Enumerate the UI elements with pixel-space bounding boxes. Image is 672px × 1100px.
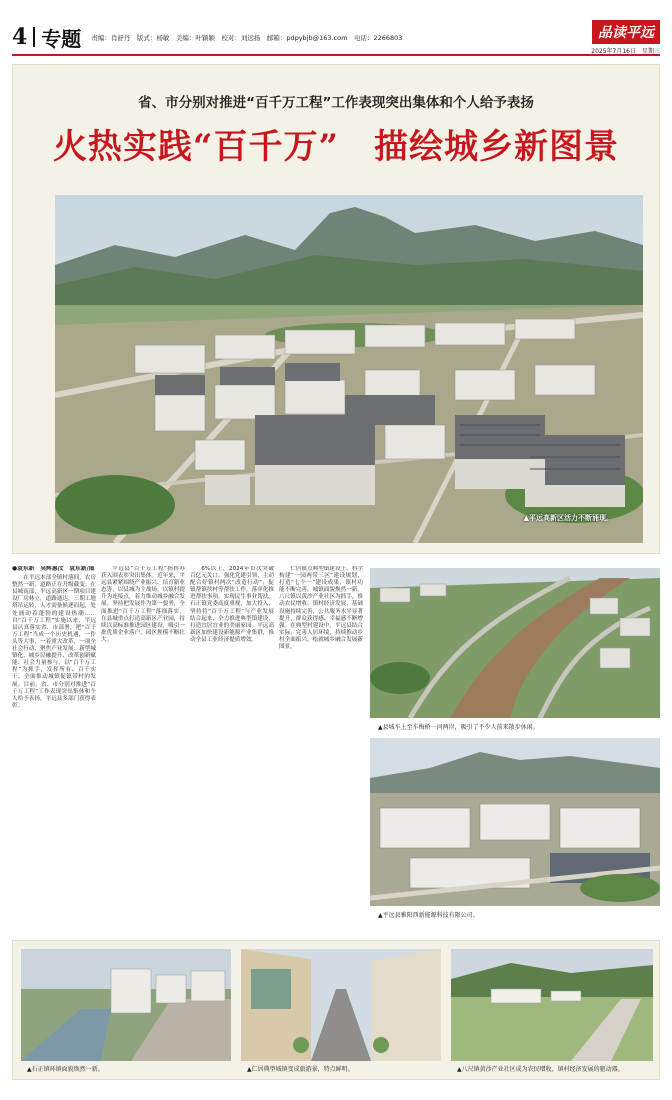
paragraph: 仁居镇点典型镇建设上，科学构建“一园两带三区”建设规划，打造“七个一”建设成果，镇村功能不断完善，城镇面貌焕然一新。八尺镇以黄沙产业社区为抓手，推动农民增收、镇村经济发展，基础设施持续完善，公共服务水平显著提升，群众获得感、幸福感不断增强。在典型村建设中，平远县结合实际，完善人居环境，持续推动乡村全面振兴，绘就城乡融合发展新图景。: [279, 566, 363, 651]
industrial-park-illustration: [55, 195, 643, 543]
main-photo-caption: ▲平远高新区活力不断涌现。: [523, 514, 613, 522]
river-photo-caption: ▲县城车上至车梅桥一河两岸，吸引了不少人前来散步休闲。: [378, 724, 539, 731]
bottom-caption-3: ▲八尺镇黄沙产业社区成为农民增收、镇村经济发展的驱动器。: [457, 1066, 624, 1073]
text-column-4: [279, 566, 363, 928]
bottom-photo-strip: [12, 940, 660, 1080]
article-byline: ●袁东新 吴辉惠汶 袁东新/图: [12, 566, 95, 572]
headline-panel: [12, 64, 660, 554]
article-body: [12, 566, 364, 928]
section-title: 专题: [41, 26, 82, 51]
text-column-2: [101, 566, 185, 928]
farmland-illustration: [451, 949, 653, 1061]
masthead: [591, 20, 660, 55]
article-subtitle: 省、市分别对推进“百千万工程”工作表现突出集体和个人给予表扬: [138, 95, 534, 111]
page-number: 4: [12, 24, 28, 50]
river-photo: [370, 568, 660, 718]
page-header: [12, 22, 660, 55]
paragraph: 平远县“百千万工程”指挥办获入围表彰突出集体。近年来，平远县紧紧围绕产业振兴、培育新业态等，以县城为主战场，以镇村提升为连接点，着力推动城乡融合发展。坚持把发展作为第一要务，全面推进“百千万工程”落细落实，在县城重点打造高新区产业园，持续以高标准推进园区建设，吸引一批优质企业落户，园区规模不断壮大。: [101, 566, 185, 643]
river-landscape-illustration: [370, 568, 660, 718]
text-column-3: [190, 566, 274, 928]
renju-town-photo: [241, 949, 441, 1061]
paragraph: 6%以上，2024年首次突破百亿元关口。强化党建引领，主动配合好镇村两次“改造行动”，促镇帮镇扶村等帮扶工作，落单化推进帮扶事项，实现民生事业帮扶。石正镇党委高度重视，加大投入，坚持将“百千万工程”与产业发展结合起来，全力推进典型镇建设，打造宜居宜业的美丽家园。平远高新区加快建设新能源产业集群，推动全县工业经济提质增效。: [190, 566, 274, 643]
main-aerial-photo: [55, 195, 643, 543]
bottom-caption-2: ▲仁居典型城镇变成旅游景，特点鲜明。: [247, 1066, 354, 1073]
shizheng-town-photo: [21, 949, 231, 1061]
factory-illustration: [370, 738, 660, 906]
article-title: 火热实践“百千万” 描绘城乡新图景: [52, 127, 620, 167]
street-illustration: [241, 949, 441, 1061]
bottom-caption-1: ▲石正镇环镇面貌焕然一新。: [27, 1066, 104, 1073]
bachi-town-photo: [451, 949, 653, 1061]
paragraph: 在平远本部全镇村落间，农房整然一新，道路正在升级截变；在县城南部，平远高新区一期项目建设厂房林立，道路通达，三期工地塔吊运转，人才需备候逐而起，处处涌动着蓬勃的建设热潮……自“百千万工程”实施以来，平远县认真落实省、市部署，把“百千万工程”当成一个历史机遇，一件头等大事，一着重大改革，一项全社会行动，聚焦产业发展、新型城镇化、城乡民融提升、改革创新赋能、社会力量参与，以“百千万工程”为抓手，发挥所有、百千实干，全面推动城镇促镇带村的发展。目前，省、市分别对推进“百千万工程”工作表现突出集体和个人给予表扬，平远县多部门获得表彰。: [12, 575, 96, 709]
text-column-1: [12, 566, 96, 928]
editor-credits: 责编：肖舒丹 版式：杨敏 美编：叶颖颖 校对：刘远扬 邮箱：pdpybjb@163.com 电话：2266803: [91, 33, 403, 42]
issue-date: 2025年7月16日 星期三: [591, 47, 660, 55]
header-divider: [33, 27, 35, 47]
header-rule: [12, 54, 660, 56]
newspaper-logo: 品读平远: [592, 20, 660, 44]
factory-photo: [370, 738, 660, 906]
town-street-illustration: [21, 949, 231, 1061]
factory-photo-caption: ▲平远县雅阳西新能源科技有限公司。: [378, 912, 479, 919]
